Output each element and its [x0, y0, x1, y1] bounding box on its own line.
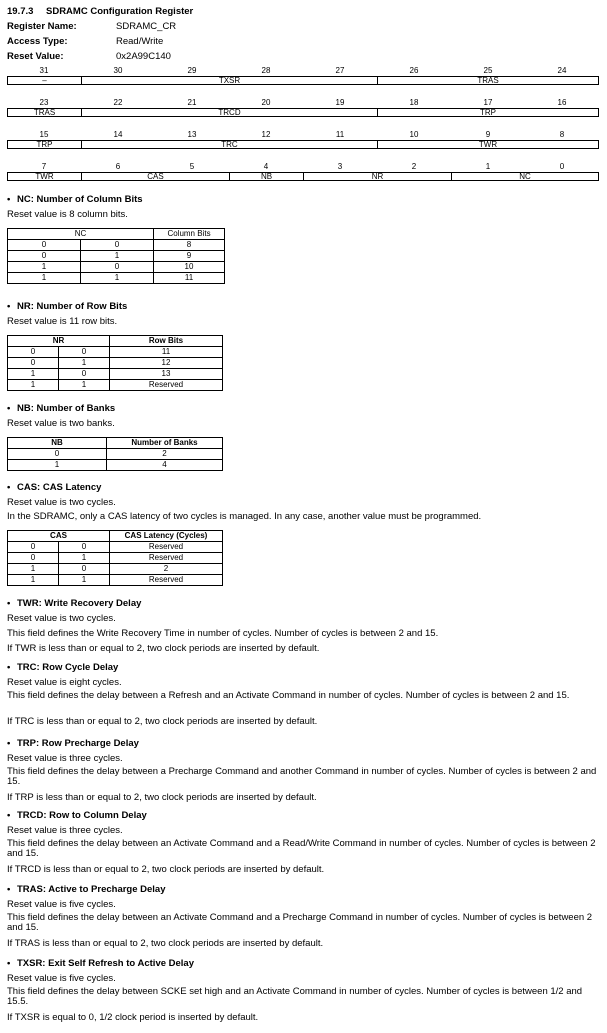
bit-number: 25 [483, 66, 493, 75]
access-type-label: Access Type: [7, 36, 68, 47]
trcd-desc: This field defines the delay between an Activate Command and a Read/Write Command in number of cycles. Number of cycles is between 2 and 15. [7, 838, 596, 859]
register-name-label: Register Name: [7, 21, 77, 32]
section-heading-nr [7, 301, 127, 312]
section-heading-trcd [7, 810, 147, 821]
table-cell: 0 [8, 542, 59, 553]
tras-note: If TRAS is less than or equal to 2, two clock periods are inserted by default. [7, 938, 324, 949]
table-cell: 0 [59, 369, 110, 380]
table-header: NR [8, 336, 110, 347]
reset-value-label: Reset Value: [7, 51, 64, 62]
field-tras-high: TRAS [477, 76, 499, 85]
section-heading-twr [7, 598, 141, 609]
bit-number: 24 [557, 66, 567, 75]
trcd-note: If TRCD is less than or equal to 2, two clock periods are inserted by default. [7, 864, 325, 875]
bit-number: 4 [263, 162, 269, 171]
table-header-row [8, 438, 223, 449]
bit-number: 6 [115, 162, 121, 171]
register-row-7-0 [7, 172, 599, 181]
bit-number: 2 [411, 162, 417, 171]
register-row-31-24 [7, 76, 599, 85]
trc-note: If TRC is less than or equal to 2, two clock periods are inserted by default. [7, 716, 318, 727]
section-title-trp: TRP: Row Precharge Delay [16, 738, 139, 749]
bit-number: 16 [557, 98, 567, 107]
table-row [8, 347, 223, 358]
nc-reset: Reset value is 8 column bits. [7, 209, 128, 220]
section-heading-cas [7, 482, 101, 493]
bit-number: 26 [409, 66, 419, 75]
table-cell: 11 [110, 347, 223, 358]
txsr-reset: Reset value is five cycles. [7, 973, 116, 984]
table-row [8, 553, 223, 564]
bit-number: 19 [335, 98, 345, 107]
field-trp-high: TRP [480, 108, 496, 117]
bit-number: 20 [261, 98, 271, 107]
reset-value: 0x2A99C140 [116, 51, 171, 62]
section-heading-trp [7, 738, 139, 749]
table-cell: 2 [107, 449, 223, 460]
section-title-txsr: TXSR: Exit Self Refresh to Active Delay [16, 958, 195, 969]
table-cell: 1 [8, 380, 59, 391]
bit-number: 9 [485, 130, 491, 139]
nr-table [7, 335, 223, 391]
nr-reset: Reset value is 11 row bits. [7, 316, 118, 327]
bit-number: 13 [187, 130, 197, 139]
table-cell: 1 [81, 251, 154, 262]
bit-number: 17 [483, 98, 493, 107]
table-row [8, 542, 223, 553]
field-trcd: TRCD [82, 109, 378, 116]
table-cell: 0 [8, 240, 81, 251]
cas-table [7, 530, 223, 586]
bit-number: 30 [113, 66, 123, 75]
table-row [8, 358, 223, 369]
bullet-icon: • [7, 598, 11, 609]
table-cell: 8 [154, 240, 225, 251]
bullet-icon: • [7, 810, 11, 821]
section-title-nr: NR: Number of Row Bits [16, 301, 128, 312]
table-cell: 1 [8, 564, 59, 575]
field-nr: NR [304, 173, 452, 180]
bit-number: 14 [113, 130, 123, 139]
table-cell: 4 [107, 460, 223, 471]
table-header: CAS Latency (Cycles) [110, 531, 223, 542]
cas-note: In the SDRAMC, only a CAS latency of two cycles is managed. In any case, another value must be programmed. [7, 511, 482, 522]
table-row [8, 460, 223, 471]
table-cell: 1 [59, 358, 110, 369]
table-cell: 1 [59, 575, 110, 586]
section-title-tras: TRAS: Active to Precharge Delay [16, 884, 166, 895]
twr-note: If TWR is less than or equal to 2, two clock periods are inserted by default. [7, 643, 320, 654]
bit-number: 28 [261, 66, 271, 75]
bit-number: 18 [409, 98, 419, 107]
table-header: CAS [8, 531, 110, 542]
txsr-desc: This field defines the delay between SCKE set high and an Activate Command in number of cycles. Number of cycles is between 1/2 and 15.5. [7, 986, 583, 1007]
nb-reset: Reset value is two banks. [7, 418, 115, 429]
field-trc: TRC [82, 141, 378, 148]
field-txsr: TXSR [82, 77, 378, 84]
table-cell: 0 [8, 347, 59, 358]
table-cell: 1 [59, 380, 110, 391]
tras-desc: This field defines the delay between an Activate Command and a Precharge Command in number of cycles. Number of cycles is between 2 and 15. [7, 912, 593, 933]
section-heading-nc [7, 194, 143, 205]
trc-reset: Reset value is eight cycles. [7, 677, 122, 688]
table-row [8, 251, 225, 262]
trcd-reset: Reset value is three cycles. [7, 825, 123, 836]
bit-number: 11 [335, 130, 345, 139]
section-title-nb: NB: Number of Banks [16, 403, 116, 414]
table-header-row [8, 229, 225, 240]
table-row [8, 369, 223, 380]
bullet-icon: • [7, 738, 11, 749]
table-cell: 11 [154, 273, 225, 284]
table-row [8, 575, 223, 586]
field-tras-low: TRAS [8, 109, 82, 116]
table-row [8, 262, 225, 273]
bit-number: 15 [39, 130, 49, 139]
section-title-cas: CAS: CAS Latency [16, 482, 102, 493]
table-row [8, 240, 225, 251]
table-cell: Reserved [110, 542, 223, 553]
table-cell: 1 [8, 575, 59, 586]
table-header-row [8, 531, 223, 542]
section-title-trcd: TRCD: Row to Column Delay [16, 810, 147, 821]
bullet-icon: • [7, 884, 11, 895]
table-header: Column Bits [154, 229, 225, 240]
bit-number: 29 [187, 66, 197, 75]
bit-number: 5 [189, 162, 195, 171]
table-cell: 1 [81, 273, 154, 284]
table-cell: 0 [8, 358, 59, 369]
bit-number: 0 [559, 162, 565, 171]
table-cell: 12 [110, 358, 223, 369]
table-cell: 1 [8, 460, 107, 471]
table-cell: Reserved [110, 553, 223, 564]
table-row [8, 564, 223, 575]
section-title-trc: TRC: Row Cycle Delay [16, 662, 119, 673]
table-cell: 1 [8, 262, 81, 273]
section-title-nc: NC: Number of Column Bits [16, 194, 143, 205]
twr-reset: Reset value is two cycles. [7, 613, 116, 624]
bit-number: 21 [187, 98, 197, 107]
table-cell: 0 [59, 542, 110, 553]
bit-number: 23 [39, 98, 49, 107]
register-name: SDRAMC_CR [116, 21, 177, 32]
table-cell: 0 [59, 564, 110, 575]
bullet-icon: • [7, 403, 11, 414]
bullet-icon: • [7, 194, 11, 205]
section-heading-trc [7, 662, 118, 673]
table-cell: 1 [8, 369, 59, 380]
table-cell: 1 [59, 553, 110, 564]
section-title-twr: TWR: Write Recovery Delay [16, 598, 142, 609]
bullet-icon: • [7, 958, 11, 969]
nc-table [7, 228, 225, 284]
table-cell: 0 [8, 251, 81, 262]
table-header: Row Bits [110, 336, 223, 347]
table-row [8, 380, 223, 391]
table-cell: 0 [81, 240, 154, 251]
table-row [8, 273, 225, 284]
bit-number: 31 [39, 66, 49, 75]
bit-number: 3 [337, 162, 343, 171]
bit-number: 7 [41, 162, 47, 171]
section-heading-tras [7, 884, 166, 895]
field-twr-high: TWR [478, 140, 498, 149]
bit-number: 8 [559, 130, 565, 139]
section-number: 19.7.3 [7, 6, 34, 17]
section-heading-txsr [7, 958, 194, 969]
access-type: Read/Write [116, 36, 164, 47]
nb-table [7, 437, 223, 471]
cas-reset: Reset value is two cycles. [7, 497, 116, 508]
table-cell: 9 [154, 251, 225, 262]
twr-desc: This field defines the Write Recovery Time in number of cycles. Number of cycles is between 2 and 15. [7, 628, 439, 639]
table-row [8, 449, 223, 460]
table-cell: 13 [110, 369, 223, 380]
table-cell: 0 [8, 449, 107, 460]
table-header: NB [8, 438, 107, 449]
table-cell: 0 [59, 347, 110, 358]
tras-reset: Reset value is five cycles. [7, 899, 116, 910]
table-header-row [8, 336, 223, 347]
bit-number: 12 [261, 130, 271, 139]
table-header: Number of Banks [107, 438, 223, 449]
bit-number: 10 [409, 130, 419, 139]
table-cell: 0 [81, 262, 154, 273]
table-header: NC [8, 229, 154, 240]
trp-desc: This field defines the delay between a Precharge Command and another Command in number of cycles. Number of cycles is between 2 and 15. [7, 766, 597, 787]
table-cell: 2 [110, 564, 223, 575]
field-reserved: – [8, 77, 82, 84]
table-cell: 10 [154, 262, 225, 273]
bullet-icon: • [7, 301, 11, 312]
section-heading-nb [7, 403, 115, 414]
bullet-icon: • [7, 482, 11, 493]
trc-desc: This field defines the delay between a Refresh and an Activate Command in number of cycles. Number of cycles is between 2 and 15. [7, 690, 570, 701]
register-row-23-16 [7, 108, 599, 117]
field-cas: CAS [82, 173, 230, 180]
table-cell: 1 [8, 273, 81, 284]
field-nc: NC [519, 172, 531, 181]
bit-number: 1 [485, 162, 491, 171]
txsr-note: If TXSR is equal to 0, 1/2 clock period is inserted by default. [7, 1012, 259, 1023]
field-twr-low: TWR [8, 173, 82, 180]
bullet-icon: • [7, 662, 11, 673]
table-cell: 0 [8, 553, 59, 564]
section-title: SDRAMC Configuration Register [46, 6, 194, 17]
register-row-15-8 [7, 140, 599, 149]
field-nb: NB [230, 173, 304, 180]
trp-reset: Reset value is three cycles. [7, 753, 123, 764]
table-cell: Reserved [110, 380, 223, 391]
bit-number: 22 [113, 98, 123, 107]
field-trp-low: TRP [8, 141, 82, 148]
table-cell: Reserved [110, 575, 223, 586]
bit-number: 27 [335, 66, 345, 75]
trp-note: If TRP is less than or equal to 2, two clock periods are inserted by default. [7, 792, 317, 803]
